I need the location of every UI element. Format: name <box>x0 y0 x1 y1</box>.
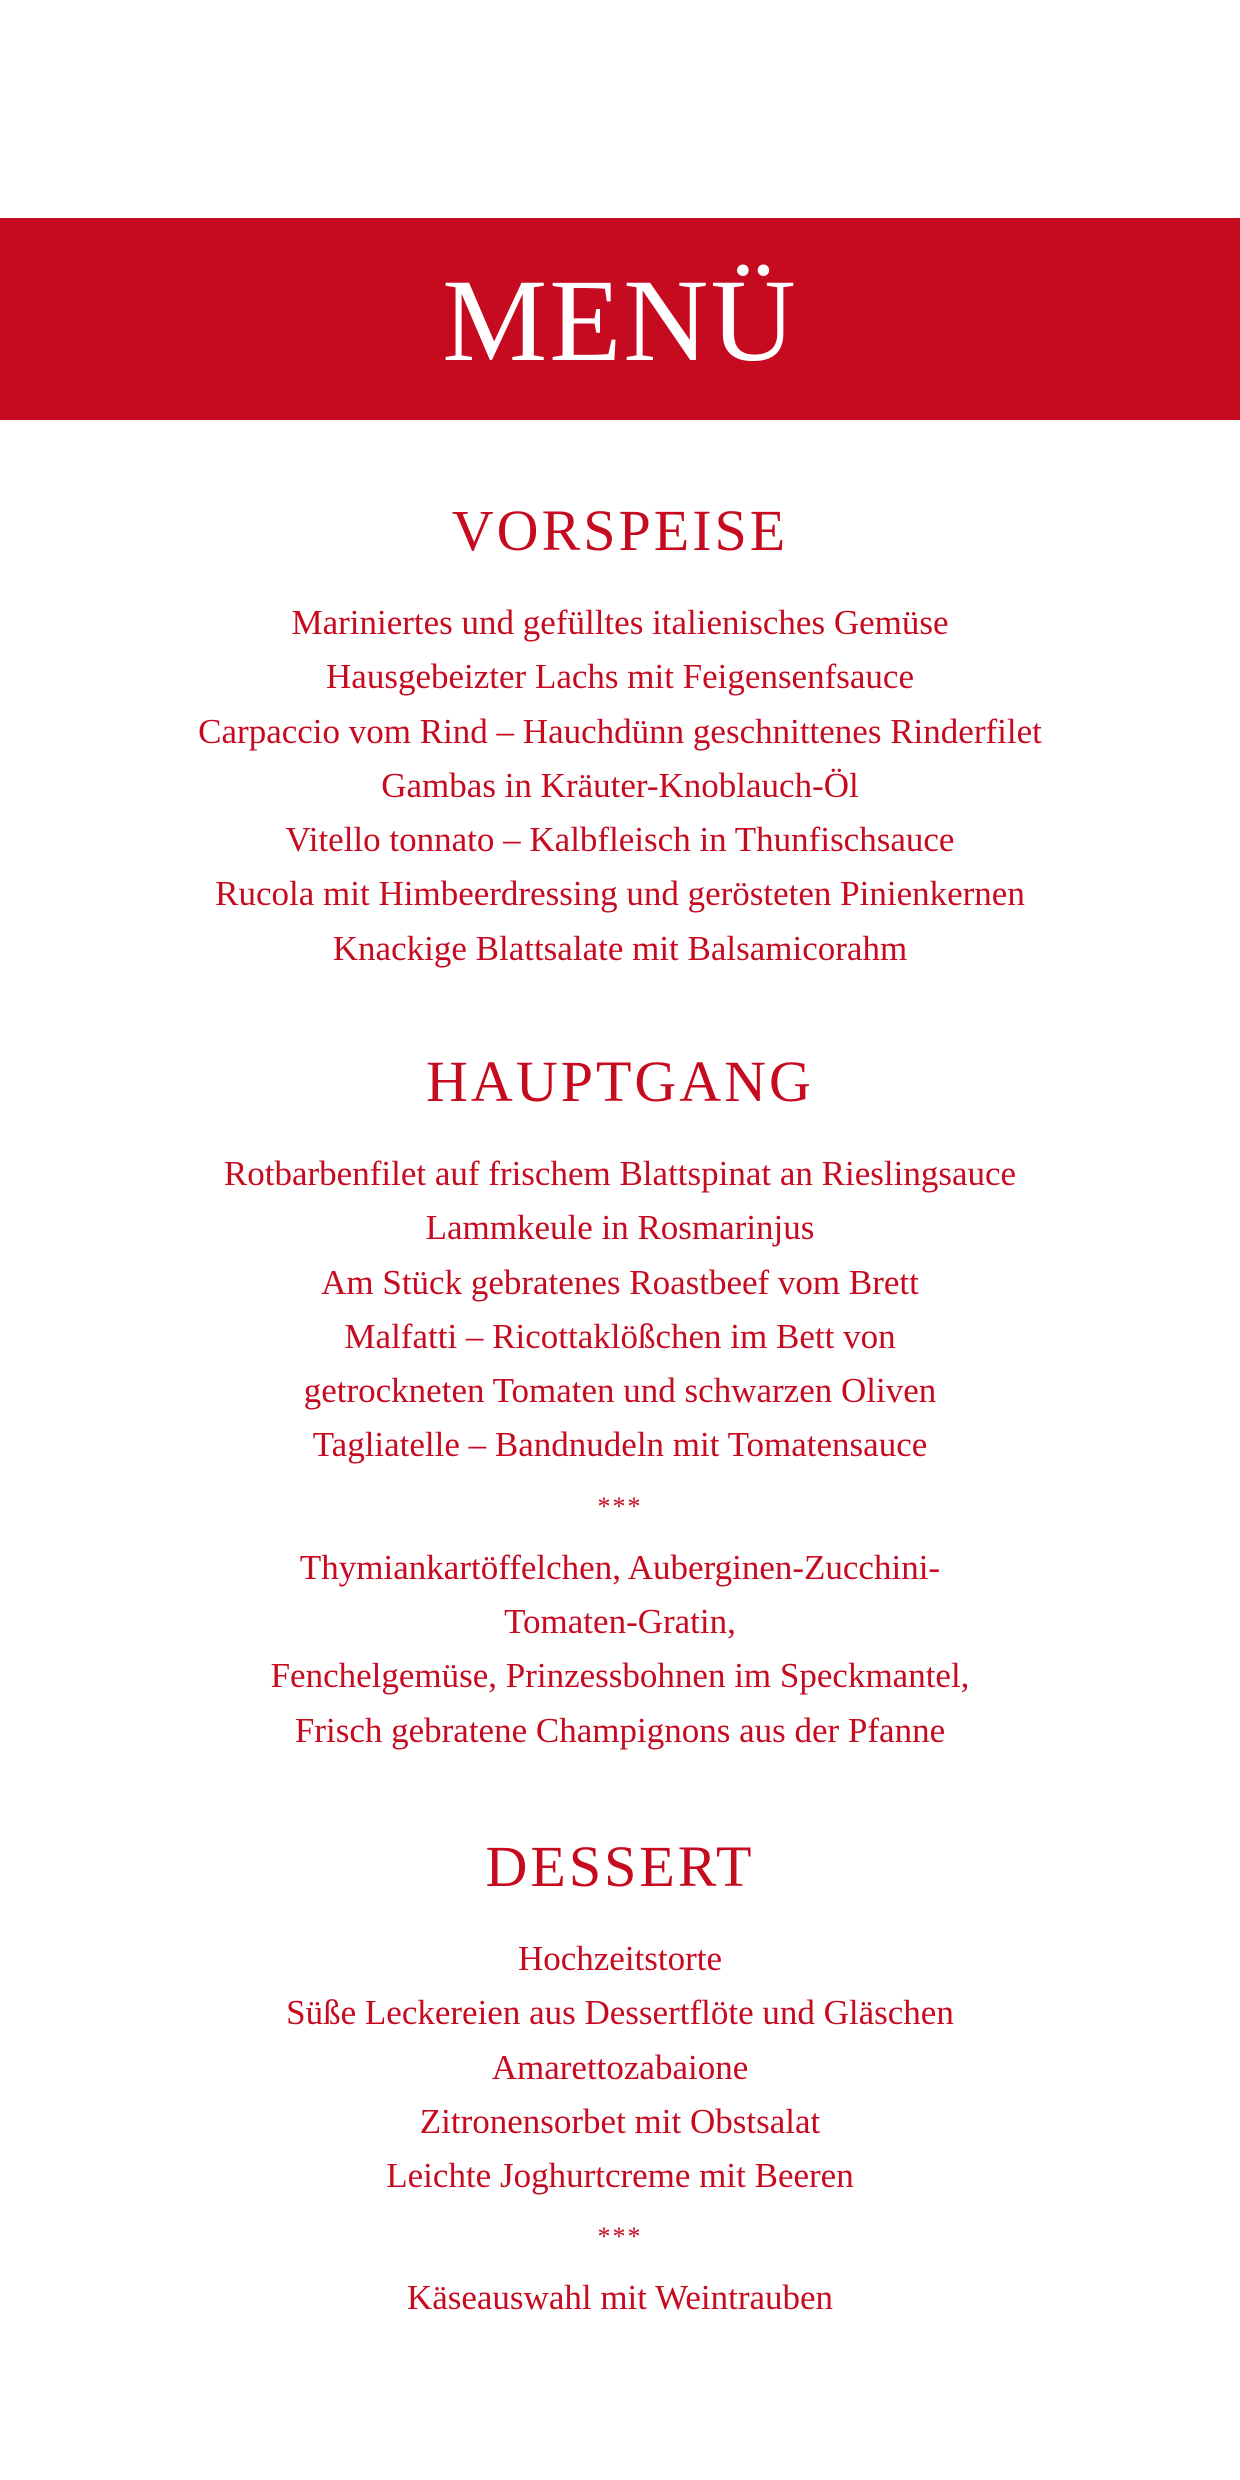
menu-item: Käseauswahl mit Weintrauben <box>406 2278 834 2318</box>
title-banner <box>0 218 1240 420</box>
side-dish-line: Tomaten-Gratin, <box>504 1602 736 1642</box>
menu-item: Knackige Blattsalate mit Balsamicorahm <box>332 928 908 968</box>
side-dish-line: Thymiankartöffelchen, Auberginen-Zucchini- <box>299 1547 941 1587</box>
menu-item: Carpaccio vom Rind – Hauchdünn geschnittenes Rinderfilet <box>198 711 1042 751</box>
menu-item: Zitronensorbet mit Obstsalat <box>419 2101 821 2141</box>
menu-item: getrockneten Tomaten und schwarzen Oliven <box>303 1371 937 1411</box>
menu-item: Vitello tonnato – Kalbfleisch in Thunfischsauce <box>285 820 955 860</box>
side-dish-line: Fenchelgemüse, Prinzessbohnen im Speckmantel, <box>270 1656 970 1696</box>
menu-item: Malfatti – Ricottaklößchen im Bett von <box>344 1316 896 1356</box>
menu-item: Mariniertes und gefülltes italienisches Gemüse <box>291 603 949 642</box>
separator-stars: *** <box>597 1491 643 1521</box>
menu-item: Tagliatelle – Bandnudeln mit Tomatensauce <box>312 1425 928 1465</box>
menu-item: Hochzeitstorte <box>517 1939 723 1978</box>
menu-item: Süße Leckereien aus Dessertflöte und Gläschen <box>286 1993 954 2033</box>
separator-stars: *** <box>597 2222 643 2252</box>
section-dessert <box>0 1834 1240 2326</box>
menu-item: Am Stück gebratenes Roastbeef vom Brett <box>321 1262 919 1302</box>
menu-item: Gambas in Kräuter-Knoblauch-Öl <box>381 765 859 805</box>
section-title-vorspeise: VORSPEISE <box>451 498 789 563</box>
section-hauptgang <box>0 1049 1240 1758</box>
menu-item: Hausgebeizter Lachs mit Feigensenfsauce <box>326 657 914 697</box>
menu-item: Amarettozabaione <box>491 2047 749 2087</box>
side-dish-line: Frisch gebratene Champignons aus der Pfanne <box>294 1710 946 1750</box>
menu-item: Rotbarbenfilet auf frischem Blattspinat an Rieslingsauce <box>223 1154 1017 1193</box>
menu-title: MENÜ <box>442 255 798 386</box>
section-title-dessert: DESSERT <box>485 1834 755 1899</box>
section-title-hauptgang: HAUPTGANG <box>426 1049 814 1114</box>
vorspeise-list <box>0 596 1240 976</box>
menu-item: Leichte Joghurtcreme mit Beeren <box>386 2156 854 2196</box>
menu-item: Rucola mit Himbeerdressing und gerösteten Pinienkernen <box>215 874 1025 914</box>
menu-item: Lammkeule in Rosmarinjus <box>425 1208 815 1248</box>
dessert-list <box>0 1932 1240 2326</box>
section-vorspeise <box>0 498 1240 976</box>
hauptgang-list <box>0 1147 1240 1758</box>
